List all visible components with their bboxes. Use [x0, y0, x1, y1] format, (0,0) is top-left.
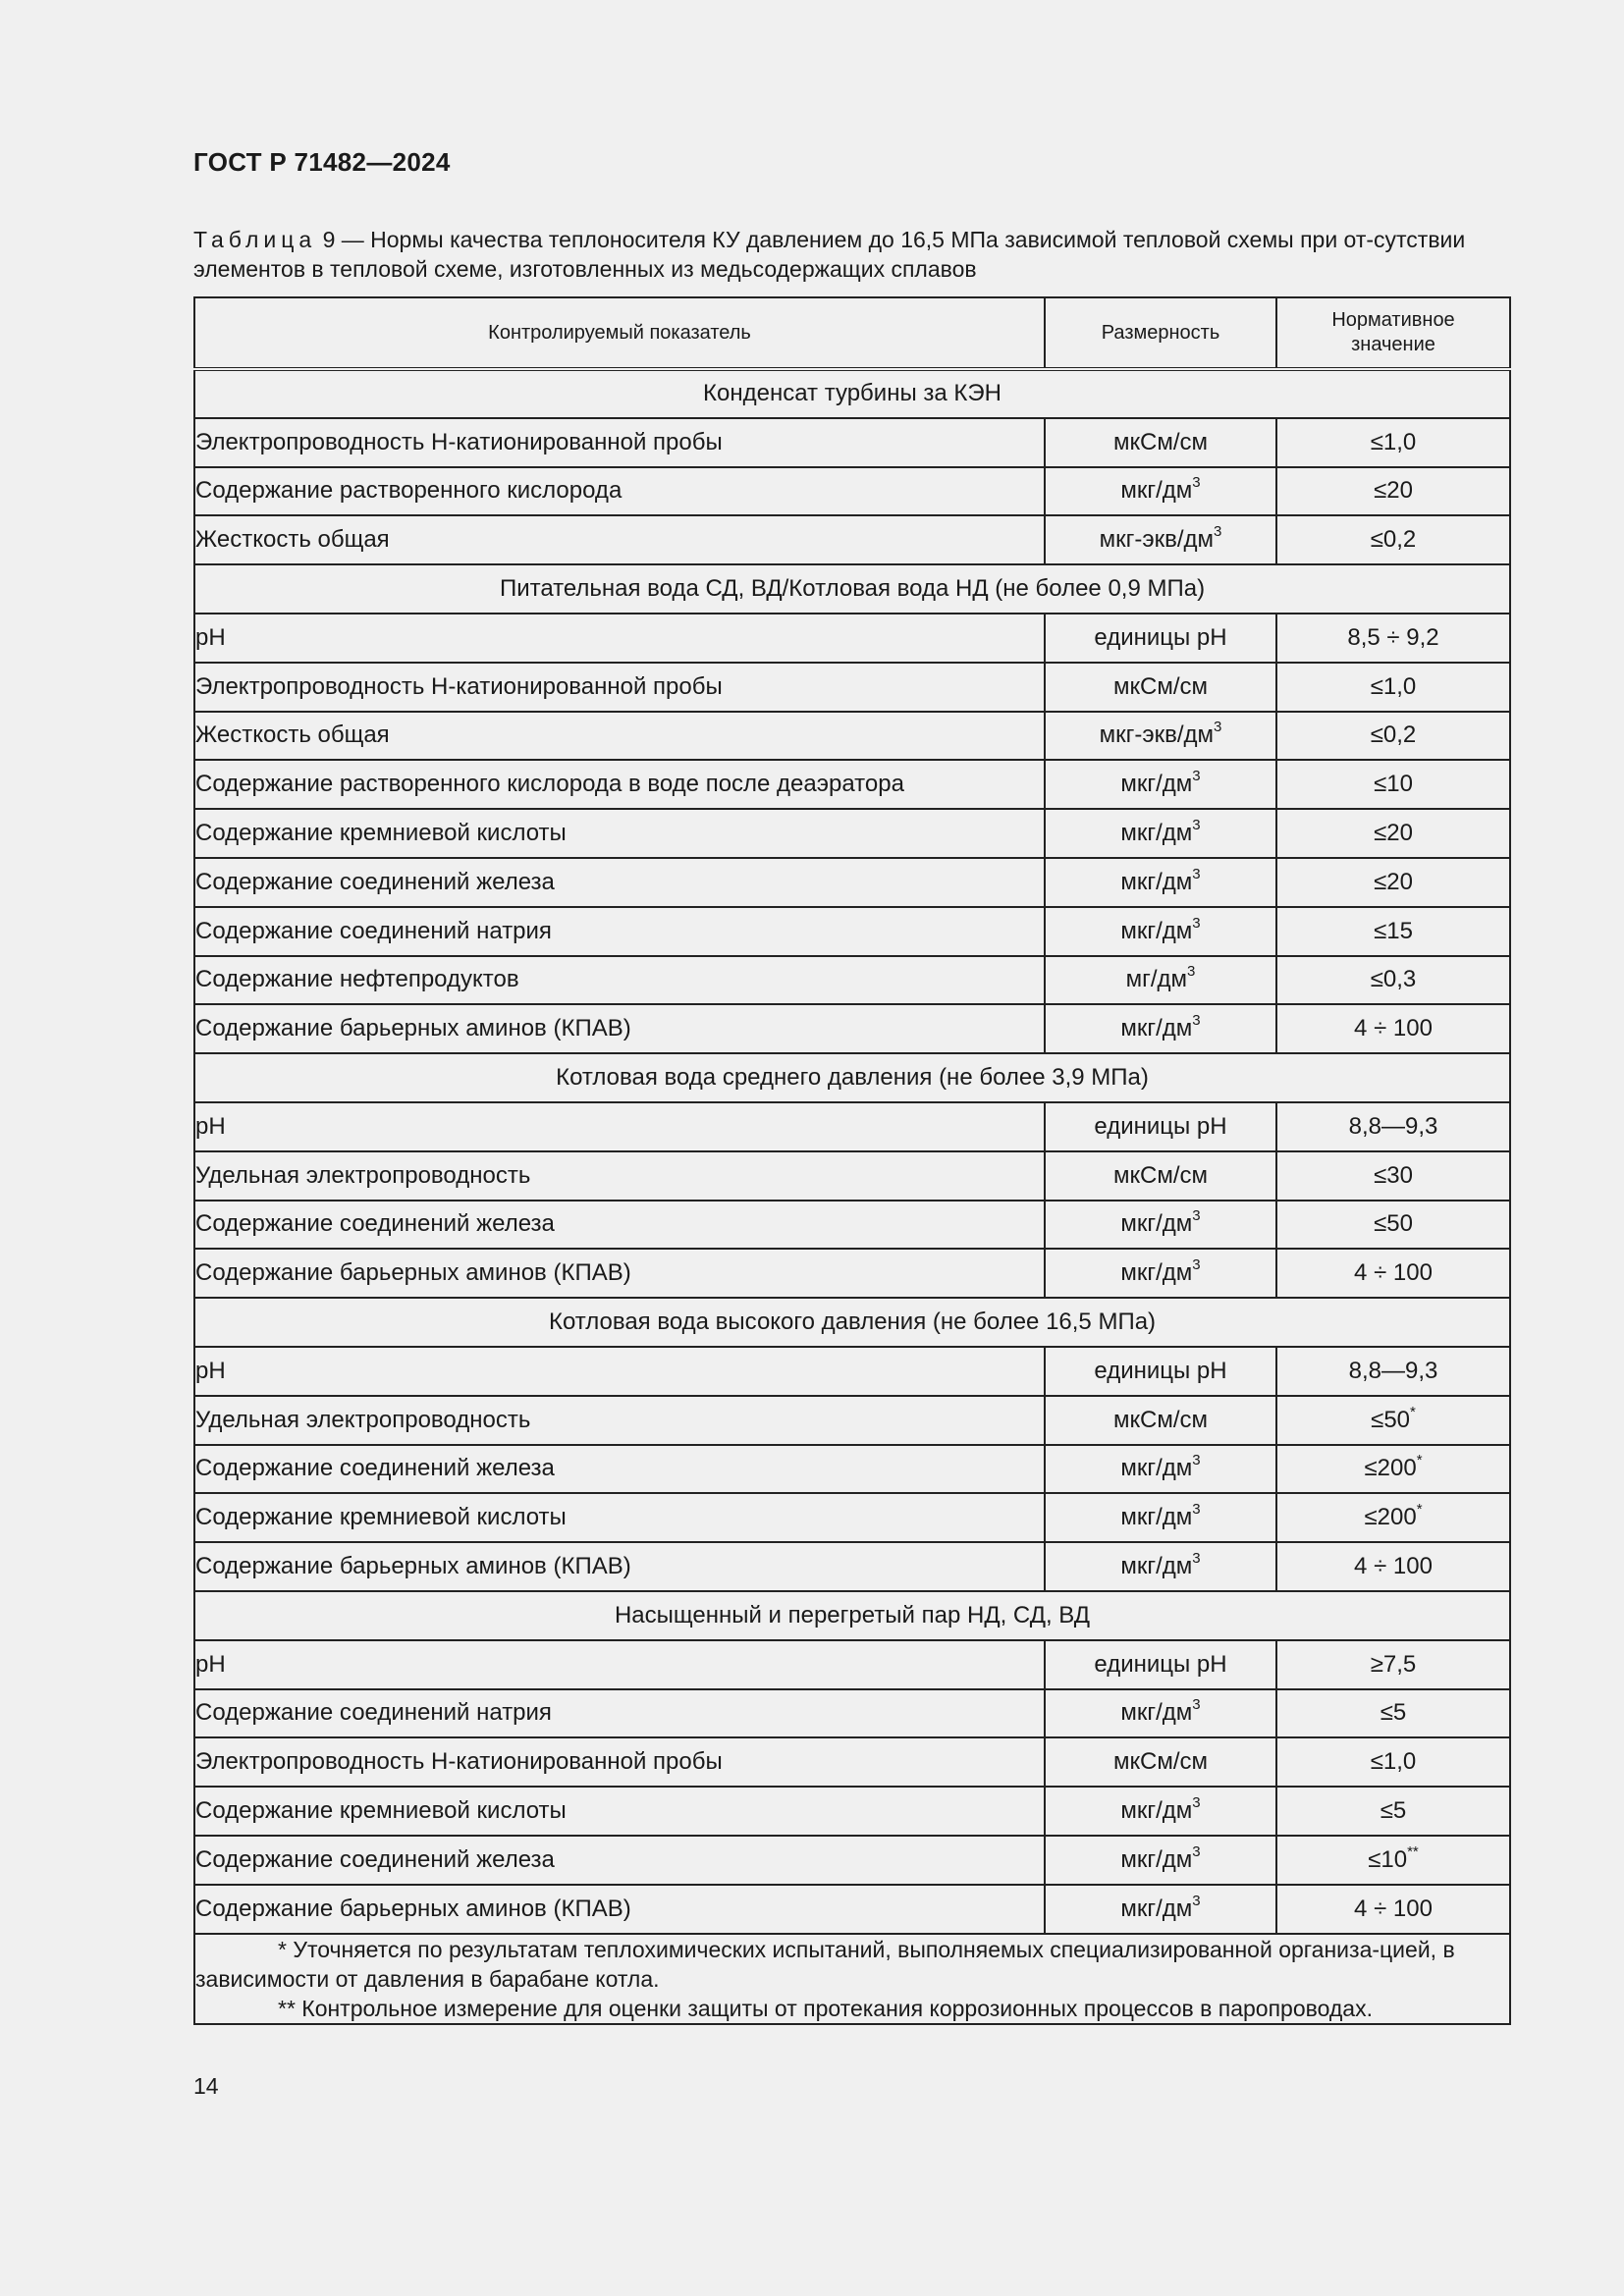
unit-text: мкг/дм [1120, 771, 1193, 798]
indicator-name: Удельная электропроводность [194, 1151, 1045, 1201]
unit-text: мкг/дм [1120, 1845, 1193, 1873]
unit-superscript: 3 [1192, 1012, 1201, 1030]
unit-text: мкСм/см [1113, 1748, 1208, 1776]
unit-text: единицы pH [1094, 623, 1227, 651]
unit-cell [1045, 515, 1276, 564]
indicator-name: Содержание барьерных аминов (КПАВ) [194, 1885, 1045, 1934]
norm-value-cell [1276, 809, 1510, 858]
indicator-name: Электропроводность Н-катионированной пробы [194, 663, 1045, 712]
footnote-marker: * [1416, 1452, 1423, 1469]
norm-value-text: ≤0,3 [1370, 966, 1417, 993]
footnote-marker: ** [1407, 1842, 1419, 1860]
indicator-name: pH [194, 1640, 1045, 1689]
unit-cell [1045, 1249, 1276, 1298]
unit-cell [1045, 1151, 1276, 1201]
document-standard-id: ГОСТ Р 71482—2024 [193, 147, 451, 177]
table-row [194, 614, 1510, 663]
unit-text: мкСм/см [1113, 1161, 1208, 1189]
norm-value-text: 4 ÷ 100 [1354, 1895, 1433, 1922]
norm-value-cell [1276, 467, 1510, 516]
unit-cell [1045, 467, 1276, 516]
indicator-name: Электропроводность Н-катионированной пробы [194, 418, 1045, 467]
unit-cell [1045, 418, 1276, 467]
section-title: Питательная вода СД, ВД/Котловая вода НД (не более 0,9 МПа) [194, 564, 1510, 614]
unit-superscript: 3 [1192, 1696, 1201, 1714]
norm-value-cell [1276, 760, 1510, 809]
unit-text: мкг/дм [1120, 1504, 1193, 1531]
norm-value-cell [1276, 663, 1510, 712]
norm-value-cell [1276, 614, 1510, 663]
unit-superscript: 3 [1187, 963, 1196, 981]
header-norm-value-text: Нормативное значение [1331, 309, 1455, 355]
unit-cell [1045, 1396, 1276, 1445]
unit-text: мкг/дм [1120, 1553, 1193, 1580]
unit-text: мкг/дм [1120, 820, 1193, 847]
norm-value-cell [1276, 1347, 1510, 1396]
unit-text: мкСм/см [1113, 672, 1208, 700]
unit-cell [1045, 663, 1276, 712]
unit-cell [1045, 1542, 1276, 1591]
norm-value-text: 8,8—9,3 [1348, 1357, 1438, 1384]
caption-text: 9 — Нормы качества теплоносителя КУ давлением до 16,5 МПа зависимой тепловой схемы при от-сутствии элементов в тепловой схеме, изготовленных из медьсодержащих сплавов [193, 227, 1466, 282]
norm-value-text: 4 ÷ 100 [1354, 1259, 1433, 1287]
quality-norms-table [193, 296, 1511, 2025]
unit-cell [1045, 1640, 1276, 1689]
unit-superscript: 3 [1192, 1842, 1201, 1860]
unit-superscript: 3 [1192, 1501, 1201, 1519]
unit-superscript: 3 [1192, 1207, 1201, 1225]
table-row [194, 809, 1510, 858]
caption-label: Таблица [193, 227, 317, 252]
unit-cell [1045, 809, 1276, 858]
section-row [194, 1053, 1510, 1102]
norm-value-cell [1276, 1102, 1510, 1151]
table-row [194, 1396, 1510, 1445]
indicator-name: Содержание растворенного кислорода в воде после деаэратора [194, 760, 1045, 809]
header-norm-value [1276, 297, 1510, 369]
unit-cell [1045, 1689, 1276, 1738]
norm-value-text: ≤1,0 [1370, 428, 1417, 455]
norm-value-cell [1276, 956, 1510, 1005]
table-row [194, 515, 1510, 564]
indicator-name: Содержание кремниевой кислоты [194, 1493, 1045, 1542]
table-row [194, 1787, 1510, 1836]
unit-superscript: 3 [1192, 1892, 1201, 1909]
norm-value-text: ≥7,5 [1370, 1650, 1417, 1678]
section-row [194, 564, 1510, 614]
indicator-name: Содержание соединений железа [194, 1836, 1045, 1885]
norm-value-text: ≤5 [1380, 1797, 1407, 1824]
unit-cell [1045, 1787, 1276, 1836]
norm-value-cell [1276, 515, 1510, 564]
unit-text: мкг/дм [1120, 917, 1193, 944]
table-row [194, 1445, 1510, 1494]
table-row [194, 1885, 1510, 1934]
table-body [194, 369, 1510, 1934]
unit-text: мкг/дм [1120, 868, 1193, 895]
table-row [194, 760, 1510, 809]
norm-value-cell [1276, 1787, 1510, 1836]
norm-value-text: 4 ÷ 100 [1354, 1553, 1433, 1580]
norm-value-text: ≤5 [1380, 1699, 1407, 1727]
indicator-name: Жесткость общая [194, 515, 1045, 564]
unit-text: мкг/дм [1120, 1699, 1193, 1727]
norm-value-text: ≤10 [1368, 1845, 1408, 1873]
indicator-name: Жесткость общая [194, 712, 1045, 761]
footnote-2: ** Контрольное измерение для оценки защиты от протекания коррозионных процессов в паропроводах. [278, 1995, 1373, 2021]
unit-text: мкг/дм [1120, 477, 1193, 505]
norm-value-text: ≤1,0 [1370, 672, 1417, 700]
norm-value-text: ≤50 [1374, 1210, 1413, 1238]
section-title: Котловая вода высокого давления (не более 16,5 МПа) [194, 1298, 1510, 1347]
indicator-name: Содержание кремниевой кислоты [194, 809, 1045, 858]
unit-cell [1045, 1836, 1276, 1885]
unit-cell [1045, 1201, 1276, 1250]
unit-cell [1045, 1347, 1276, 1396]
table-row [194, 1249, 1510, 1298]
unit-cell [1045, 712, 1276, 761]
norm-value-text: 8,8—9,3 [1348, 1112, 1438, 1140]
unit-superscript: 3 [1192, 865, 1201, 882]
indicator-name: Содержание барьерных аминов (КПАВ) [194, 1249, 1045, 1298]
indicator-name: Содержание барьерных аминов (КПАВ) [194, 1542, 1045, 1591]
table-caption [193, 225, 1509, 284]
norm-value-text: ≤0,2 [1370, 721, 1417, 749]
unit-text: мкг/дм [1120, 1210, 1193, 1238]
section-row [194, 1591, 1510, 1640]
unit-superscript: 3 [1192, 1256, 1201, 1274]
norm-value-cell [1276, 1445, 1510, 1494]
table-row [194, 1151, 1510, 1201]
unit-superscript: 3 [1192, 768, 1201, 785]
unit-superscript: 3 [1192, 474, 1201, 492]
unit-text: мкСм/см [1113, 1406, 1208, 1433]
norm-value-text: ≤1,0 [1370, 1748, 1417, 1776]
indicator-name: Содержание соединений железа [194, 1445, 1045, 1494]
section-title: Насыщенный и перегретый пар НД, СД, ВД [194, 1591, 1510, 1640]
unit-superscript: 3 [1192, 914, 1201, 932]
table-row [194, 1689, 1510, 1738]
norm-value-cell [1276, 1004, 1510, 1053]
table-row [194, 956, 1510, 1005]
unit-text: мкг-экв/дм [1099, 721, 1215, 749]
table-footnotes [194, 1934, 1510, 2024]
unit-superscript: 3 [1192, 1794, 1201, 1811]
unit-cell [1045, 1102, 1276, 1151]
table-row [194, 1640, 1510, 1689]
norm-value-cell [1276, 712, 1510, 761]
unit-text: единицы pH [1094, 1650, 1227, 1678]
norm-value-cell [1276, 1249, 1510, 1298]
unit-cell [1045, 907, 1276, 956]
norm-value-cell [1276, 1689, 1510, 1738]
norm-value-text: 8,5 ÷ 9,2 [1347, 623, 1439, 651]
footnote-marker: * [1416, 1501, 1423, 1519]
unit-superscript: 3 [1214, 523, 1222, 541]
table-row [194, 1347, 1510, 1396]
unit-text: единицы pH [1094, 1357, 1227, 1384]
page-number: 14 [193, 2073, 219, 2099]
norm-value-cell [1276, 1542, 1510, 1591]
unit-text: мкг/дм [1120, 1797, 1193, 1824]
indicator-name: pH [194, 1102, 1045, 1151]
indicator-name: Содержание барьерных аминов (КПАВ) [194, 1004, 1045, 1053]
unit-superscript: 3 [1192, 817, 1201, 834]
unit-cell [1045, 1004, 1276, 1053]
norm-value-cell [1276, 418, 1510, 467]
unit-text: мкг/дм [1120, 1015, 1193, 1042]
unit-cell [1045, 1493, 1276, 1542]
unit-text: мг/дм [1125, 966, 1188, 993]
norm-value-text: ≤50 [1371, 1406, 1411, 1433]
norm-value-text: ≤200 [1364, 1455, 1417, 1482]
unit-text: единицы pH [1094, 1112, 1227, 1140]
table-row [194, 1493, 1510, 1542]
unit-superscript: 3 [1192, 1452, 1201, 1469]
table-row [194, 858, 1510, 907]
indicator-name: Содержание соединений железа [194, 1201, 1045, 1250]
table-row [194, 1102, 1510, 1151]
indicator-name: Содержание растворенного кислорода [194, 467, 1045, 516]
unit-superscript: 3 [1192, 1550, 1201, 1568]
norm-value-cell [1276, 1836, 1510, 1885]
norm-value-text: ≤20 [1374, 820, 1413, 847]
footnote-1: * Уточняется по результатам теплохимических испытаний, выполняемых специализированной организа-цией, в зависимости от давления в барабане котла. [195, 1936, 1455, 1992]
table-row [194, 418, 1510, 467]
unit-text: мкг/дм [1120, 1455, 1193, 1482]
indicator-name: Содержание соединений натрия [194, 1689, 1045, 1738]
norm-value-text: ≤10 [1374, 771, 1413, 798]
section-title: Конденсат турбины за КЭН [194, 369, 1510, 418]
norm-value-text: ≤0,2 [1370, 526, 1417, 554]
indicator-name: Содержание соединений железа [194, 858, 1045, 907]
norm-value-cell [1276, 1201, 1510, 1250]
indicator-name: Содержание кремниевой кислоты [194, 1787, 1045, 1836]
footnote-marker: * [1410, 1403, 1416, 1420]
unit-cell [1045, 1445, 1276, 1494]
table-row [194, 1737, 1510, 1787]
indicator-name: Содержание нефтепродуктов [194, 956, 1045, 1005]
norm-value-text: ≤30 [1374, 1161, 1413, 1189]
norm-value-cell [1276, 1640, 1510, 1689]
table-row [194, 467, 1510, 516]
indicator-name: pH [194, 1347, 1045, 1396]
unit-cell [1045, 760, 1276, 809]
norm-value-cell [1276, 1737, 1510, 1787]
norm-value-cell [1276, 907, 1510, 956]
table-row [194, 663, 1510, 712]
norm-value-cell [1276, 1885, 1510, 1934]
norm-value-cell [1276, 1396, 1510, 1445]
norm-value-cell [1276, 1493, 1510, 1542]
norm-value-text: ≤15 [1374, 917, 1413, 944]
section-row [194, 1298, 1510, 1347]
header-indicator: Контролируемый показатель [194, 297, 1045, 369]
norm-value-text: ≤200 [1364, 1504, 1417, 1531]
norm-value-text: 4 ÷ 100 [1354, 1015, 1433, 1042]
table-header-row [194, 297, 1510, 369]
unit-superscript: 3 [1214, 719, 1222, 736]
unit-text: мкг/дм [1120, 1259, 1193, 1287]
unit-cell [1045, 858, 1276, 907]
unit-text: мкг-экв/дм [1099, 526, 1215, 554]
header-unit: Размерность [1045, 297, 1276, 369]
norm-value-text: ≤20 [1374, 477, 1413, 505]
indicator-name: Электропроводность Н-катионированной пробы [194, 1737, 1045, 1787]
table-row [194, 1542, 1510, 1591]
table-row [194, 1836, 1510, 1885]
indicator-name: pH [194, 614, 1045, 663]
norm-value-cell [1276, 1151, 1510, 1201]
unit-cell [1045, 1885, 1276, 1934]
unit-cell [1045, 614, 1276, 663]
norm-value-cell [1276, 858, 1510, 907]
table-row [194, 712, 1510, 761]
unit-cell [1045, 1737, 1276, 1787]
unit-cell [1045, 956, 1276, 1005]
unit-text: мкг/дм [1120, 1895, 1193, 1922]
table-row [194, 1004, 1510, 1053]
indicator-name: Удельная электропроводность [194, 1396, 1045, 1445]
table-row [194, 907, 1510, 956]
unit-text: мкСм/см [1113, 428, 1208, 455]
section-title: Котловая вода среднего давления (не более 3,9 МПа) [194, 1053, 1510, 1102]
norm-value-text: ≤20 [1374, 868, 1413, 895]
section-row [194, 369, 1510, 418]
indicator-name: Содержание соединений натрия [194, 907, 1045, 956]
table-row [194, 1201, 1510, 1250]
